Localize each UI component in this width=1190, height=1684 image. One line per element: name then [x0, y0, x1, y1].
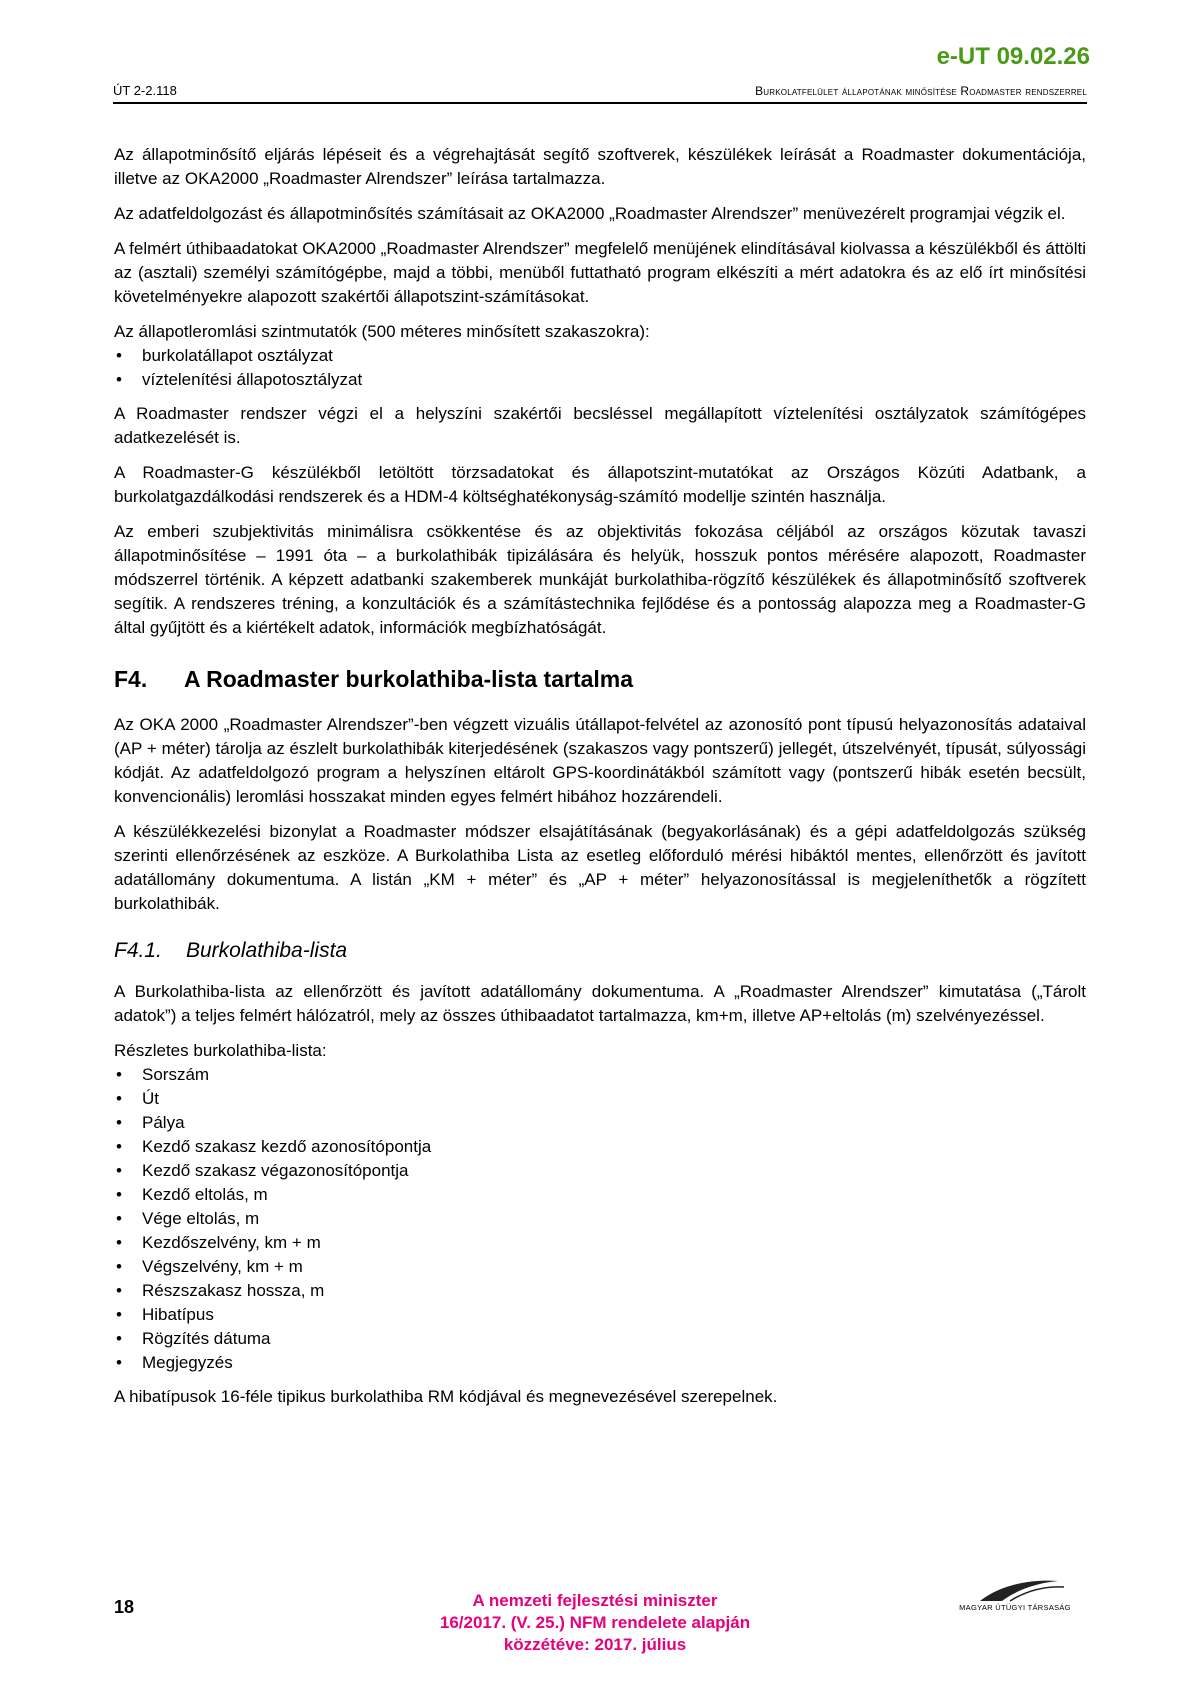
list-item: • Kezdő szakasz végazonosítópontja	[114, 1159, 1086, 1183]
publication-line: 16/2017. (V. 25.) NFM rendelete alapján	[439, 1613, 751, 1632]
subsection-title: Burkolathiba-lista	[186, 939, 348, 962]
list-item: • Részszakasz hossza, m	[114, 1279, 1086, 1303]
page-header	[113, 83, 1087, 104]
list-item: • Pálya	[114, 1111, 1086, 1135]
society-logo	[940, 1577, 1090, 1617]
list-item: • burkolatállapot osztályzat	[114, 344, 1086, 368]
list-item: • víztelenítési állapotosztályzat	[114, 368, 1086, 392]
list-item: • Kezdőszelvény, km + m	[114, 1231, 1086, 1255]
list-item: • Végszelvény, km + m	[114, 1255, 1086, 1279]
indicator-list	[114, 344, 1086, 392]
paragraph: A Burkolathiba-lista az ellenőrzött és javított adatállomány dokumentuma. A „Roadmaster Alrendszer” kimutatása („Tárolt adatok”) a teljes felmért hálózatról, mely az összes úthibaadatot tartalmazza, km+m, illetve AP+eltolás (m) szelvényezéssel.	[114, 982, 1086, 1025]
subsection-heading	[114, 938, 1086, 964]
paragraph: Az emberi szubjektivitás minimálisra csökkentése és az objektivitás fokozása céljából az országos közutak tavaszi állapotminősítése – 1991 óta – a burkolathibák tipizálására és helyük, hosszuk pontos mérésére alapozott, Roadmaster módszerrel történik. A képzett adatbanki szakemberek munkáját burkolathiba-rögzítő készülékek és állapotminősítő szoftverek segítik. A rendszeres tréning, a konzultációk és a számítástechnika fejlődése és a pontosság alapozza meg a Roadmaster-G által gyűjtött és a kiértékelt adatok, információk megbízhatóságát.	[114, 522, 1086, 637]
paragraph: Az állapotminősítő eljárás lépéseit és a végrehajtását segítő szoftverek, készülékek leírását a Roadmaster dokumentációja, illetve az OKA2000 „Roadmaster Alrendszer” leírása tartalmazza.	[114, 145, 1086, 188]
list-item: • Hibatípus	[114, 1303, 1086, 1327]
publication-note	[395, 1590, 795, 1656]
document-code: e-UT 09.02.26	[936, 43, 1090, 70]
paragraph: Az OKA 2000 „Roadmaster Alrendszer”-ben végzett vizuális útállapot-felvétel az azonosító pont típusú helyazonosítás adataival (AP + méter) tárolja az észlelt burkolathibák kiterjedésének (szakaszos vagy pontszerű) jellegét, útszelvényét, típusát, súlyossági kódját. Az adatfeldolgozó program a helyszínen eltárolt GPS-koordinátákból számított vagy (pontszerű hibák esetén becsült, konvencionális) leromlási hosszakat minden egyes felmért hibához hozzárendeli.	[114, 715, 1086, 806]
list-item: • Rögzítés dátuma	[114, 1327, 1086, 1351]
paragraph: A felmért úthibaadatokat OKA2000 „Roadmaster Alrendszer” megfelelő menüjének elindításával kiolvassa a készülékből és áttölti az (asztali) személyi számítógépbe, majd a többi, menüből futtatható program elkészíti a mért adatokra és az elő írt minősítési követelményekre alapozott szakértői állapotszint-számításokat.	[114, 239, 1086, 306]
paragraph: A hibatípusok 16-féle tipikus burkolathiba RM kódjával és megnevezésével szerepelnek.	[114, 1387, 778, 1406]
paragraph: A Roadmaster rendszer végzi el a helyszíni szakértői becsléssel megállapított víztelenítési osztályzatok számítógépes adatkezelését is.	[114, 404, 1086, 447]
paragraph: Az adatfeldolgozást és állapotminősítés számításait az OKA2000 „Roadmaster Alrendszer” menüvezérelt programjai végzik el.	[114, 204, 1066, 223]
section-heading	[114, 665, 1086, 693]
page-number: 18	[114, 1597, 135, 1617]
page-body	[114, 143, 1086, 1420]
section-title: A Roadmaster burkolathiba-lista tartalma	[184, 666, 634, 692]
publication-line: közzétéve: 2017. július	[503, 1635, 687, 1654]
paragraph: A Roadmaster-G készülékből letöltött törzsadatokat és állapotszint-mutatókat az Országos Közúti Adatbank, a burkolatgazdálkodási rendszerek és a HDM-4 költséghatékonyság-számító modellje szintén használja.	[114, 463, 1086, 506]
paragraph: A készülékkezelési bizonylat a Roadmaster módszer elsajátításának (begyakorlásának) és a gépi adatfeldolgozás szükség szerinti ellenőrzésének az eszköze. A Burkolathiba Lista az esetleg előforduló mérési hibáktól mentes, ellenőrzött és javított adatállomány dokumentuma. A listán „KM + méter” és „AP + méter” helyazonosítással is megjeleníthetők a rögzített burkolathibák.	[114, 822, 1086, 913]
logo-text: MAGYAR ÚTÜGYI TÁRSASÁG	[959, 1603, 1071, 1612]
section-number: F4.	[114, 666, 148, 692]
subsection-number: F4.1.	[114, 939, 162, 962]
standard-number: ÚT 2-2.118	[113, 83, 177, 98]
field-list	[114, 1063, 1086, 1375]
running-title: Burkolatfelület állapotának minősítése Roadmaster rendszerrel	[755, 84, 1087, 98]
publication-line: A nemzeti fejlesztési miniszter	[472, 1591, 718, 1610]
list-item: • Út	[114, 1087, 1086, 1111]
road-swoosh-icon	[940, 1577, 1090, 1605]
list-item: • Kezdő szakasz kezdő azonosítópontja	[114, 1135, 1086, 1159]
list-item: • Kezdő eltolás, m	[114, 1183, 1086, 1207]
paragraph: Részletes burkolathiba-lista:	[114, 1041, 327, 1060]
paragraph: Az állapotleromlási szintmutatók (500 méteres minősített szakaszokra):	[114, 322, 650, 341]
list-item: • Sorszám	[114, 1063, 1086, 1087]
list-item: • Vége eltolás, m	[114, 1207, 1086, 1231]
list-item: • Megjegyzés	[114, 1351, 1086, 1375]
